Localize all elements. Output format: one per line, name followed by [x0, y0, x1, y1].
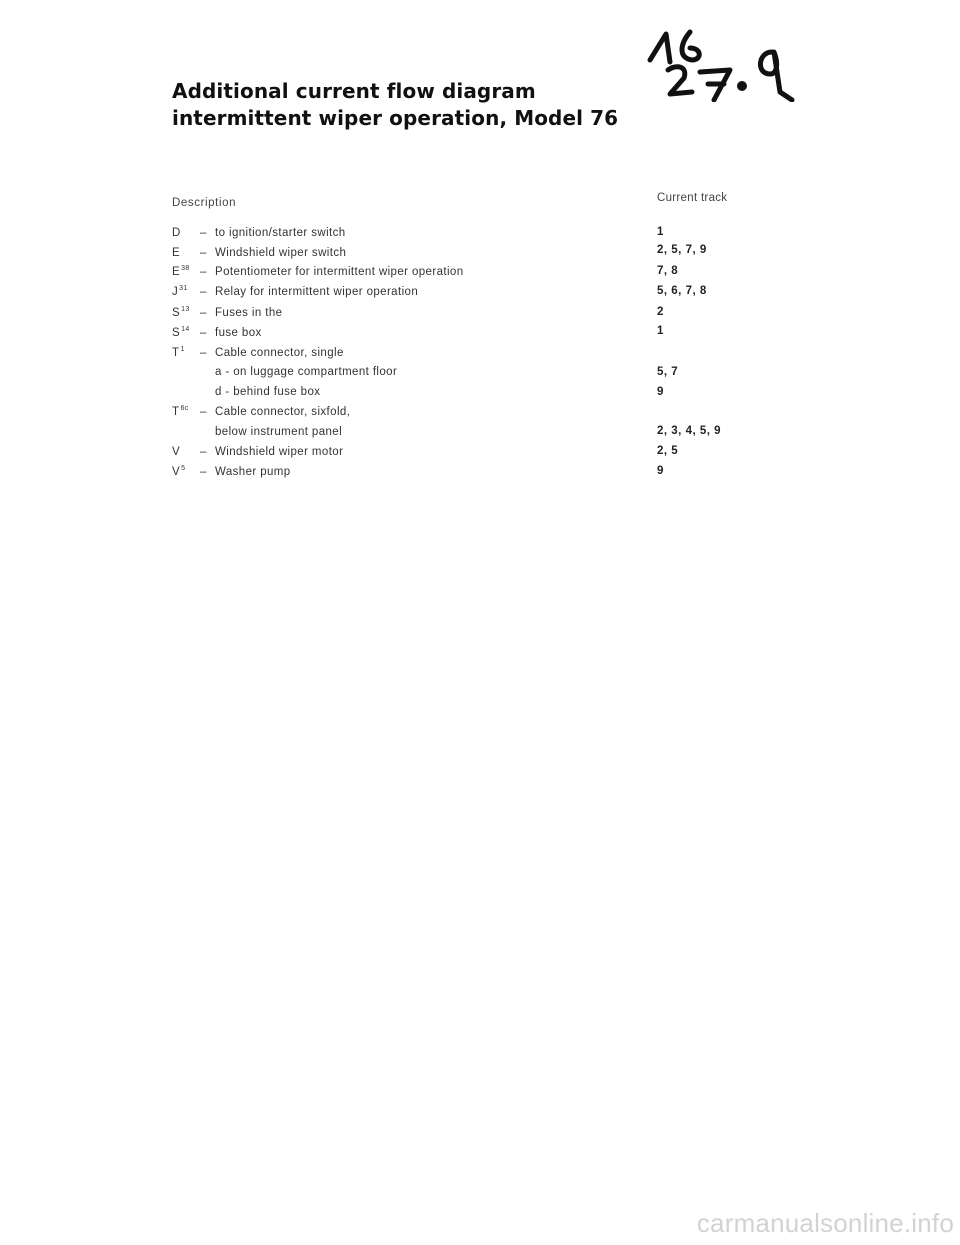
watermark-footer: carmanualsonline.info: [696, 1208, 954, 1238]
track-value-J31: 5, 6, 7, 8: [657, 285, 707, 297]
track-value-T1-a: 5, 7: [657, 366, 679, 378]
handwritten-note: [640, 22, 800, 102]
track-value-S14: 1: [657, 325, 664, 337]
track-value-T6c: 2, 3, 4, 5, 9: [657, 425, 722, 437]
current-track-heading: Current track: [657, 192, 728, 204]
description-heading: Description: [172, 197, 237, 209]
track-value-V: 2, 5: [657, 445, 679, 457]
track-value-T1-d: 9: [657, 386, 664, 398]
track-value-V5: 9: [657, 465, 664, 477]
document-page: Additional current flow diagram intermittent wiper operation, Model 76 Description Current track D – to ignition/starter switch E – Windshield wiper switch $E^{38}$ – Potentiometer for intermittent wiper operation $J^{31}$ – Relay for intermittent wiper operation $S^{13}$ – Fuses in the $S^{14}$ – fuse box $T^1$ – Cable connector, single a - on luggage compartment floor d - behind fuse box $T^{6c}$ – Cable connector, sixfold, below instrument panel V – Windshield wiper motor $V^5$ – Washer pump 1 2, 5, 7, 9 7, 8 5, 6, 7, 8 2 1 5, 7 9 2, 3, 4, 5, 9 2, 5 9 carmanualsonline.info: [0, 0, 960, 1245]
component-subrow-T1-d: d - behind fuse box: [215, 386, 321, 398]
component-subrow-T6c-cont: below instrument panel: [215, 426, 343, 438]
title-line-2: intermittent wiper operation, Model 76: [172, 106, 619, 130]
track-value-S13: 2: [657, 306, 664, 318]
track-value-D: 1: [657, 226, 664, 238]
track-value-E: 2, 5, 7, 9: [657, 244, 707, 256]
component-subrow-T1-a: a - on luggage compartment floor: [215, 366, 398, 378]
page-title: [172, 78, 618, 132]
title-line-1: Additional current flow diagram: [172, 79, 536, 103]
track-value-E38: 7, 8: [657, 265, 679, 277]
